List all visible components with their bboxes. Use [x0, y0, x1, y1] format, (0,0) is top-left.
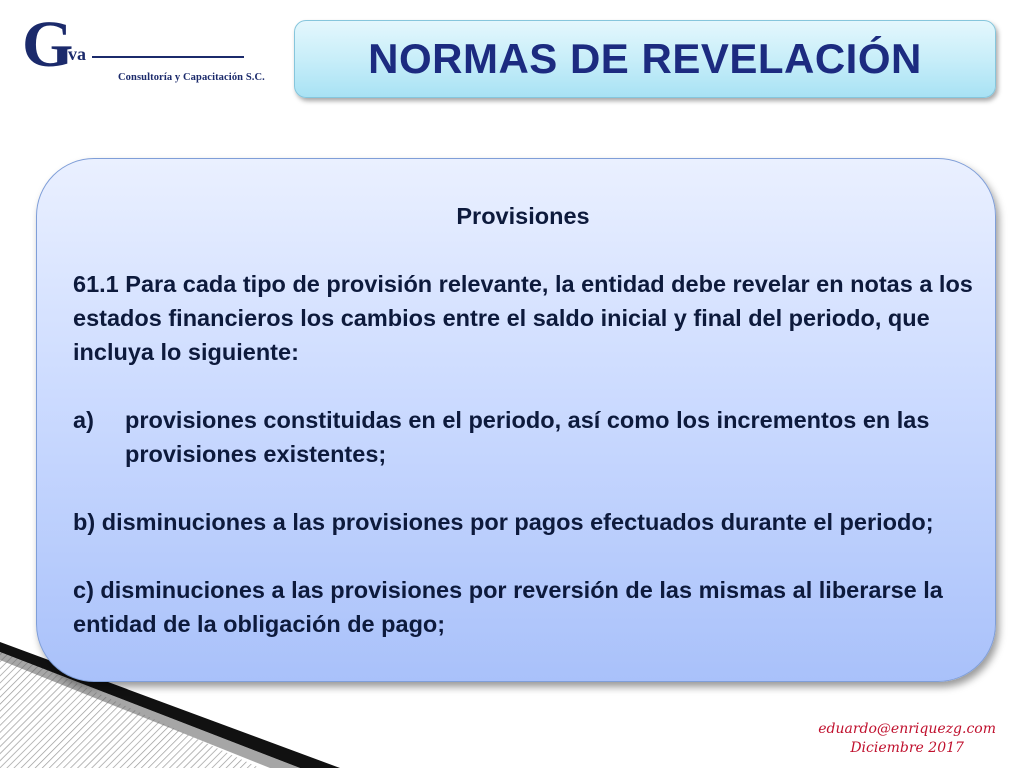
content-body — [73, 199, 973, 641]
footer-credits — [818, 720, 996, 758]
slide-title: NORMAS DE REVELACIÓN — [368, 35, 922, 82]
list-text-a: provisiones constituidas en el periodo, así como los incrementos en las provisiones existentes; — [125, 407, 930, 467]
company-logo — [22, 10, 265, 90]
footer-email: eduardo@enriquezg.com — [818, 721, 996, 737]
list-marker-a: a) — [73, 407, 94, 433]
title-banner — [294, 20, 996, 98]
section-heading: Provisiones — [456, 203, 590, 229]
footer-date: Diciembre 2017 — [850, 740, 964, 756]
logo-caption: Consultoría y Capacitación S.C. — [118, 72, 265, 83]
logo-letters-va: va — [68, 44, 86, 64]
intro-paragraph: 61.1 Para cada tipo de provisión relevante, la entidad debe revelar en notas a los estados financieros los cambios entre el saldo inicial y final del periodo, que incluya lo siguiente: — [73, 271, 973, 365]
list-item-a — [73, 403, 973, 471]
list-item-b: b) disminuciones a las provisiones por pagos efectuados durante el periodo; — [73, 509, 934, 535]
list-item-c: c) disminuciones a las provisiones por reversión de las mismas al liberarse la entidad de la obligación de pago; — [73, 577, 943, 637]
content-panel — [36, 158, 996, 682]
logo-letter-g: G — [22, 10, 74, 81]
